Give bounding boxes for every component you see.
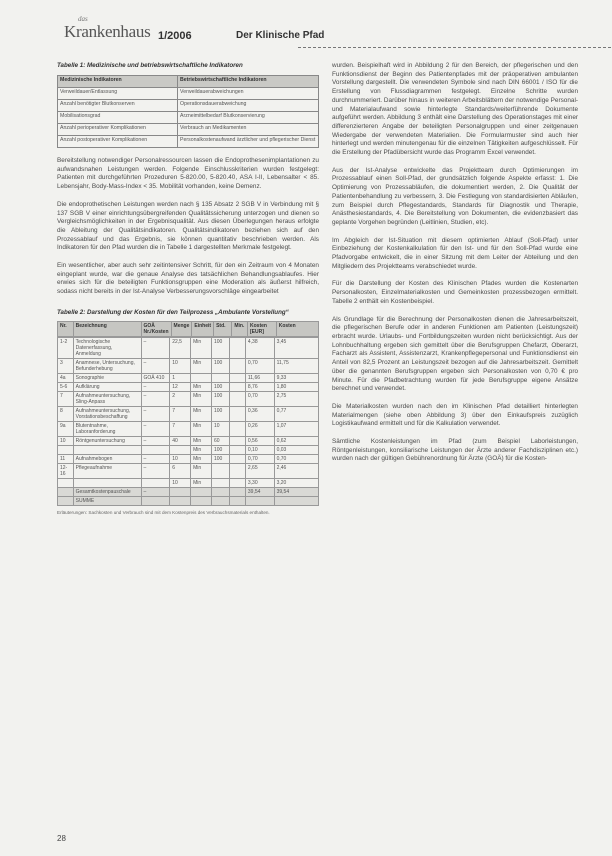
table-cell — [230, 487, 246, 496]
body-paragraph: Sämtliche Kostenleistungen im Pfad (zum Beispiel Laborleistungen, Röntgenleistungen, konsiliarische Leistungen der Ärzte anderer Fachdisziplinen etc.) wurden nach der gültigen Gebührenordnung für Ärzte (GOÄ) für die Kosten- — [332, 438, 578, 463]
table-cell — [230, 478, 246, 487]
table-cell: 100 — [211, 382, 229, 391]
table-cell: 100 — [211, 445, 229, 454]
table-row — [58, 124, 319, 136]
table-cell: 0,70 — [245, 454, 274, 463]
table-cell: 1,80 — [274, 382, 318, 391]
table-cell: 12 — [170, 382, 191, 391]
table-cell: Min — [191, 337, 212, 358]
table-cell: Aufnahmeuntersuchung, Sling-Anpass — [73, 391, 141, 406]
table-cell: Min — [191, 478, 212, 487]
table-cell: 7 — [58, 391, 74, 406]
table-cell: 10 — [170, 478, 191, 487]
table-cell — [170, 496, 191, 505]
table-row — [58, 445, 319, 454]
table-cell: 0,03 — [274, 445, 318, 454]
table-cell: Verweildauerabweichungen — [178, 88, 319, 100]
table-cell: – — [141, 406, 170, 421]
table-cell: Technologische Datenerfassung, Anmeldung — [73, 337, 141, 358]
table-cell: – — [141, 382, 170, 391]
table-header-row — [58, 76, 319, 88]
table-header-cell: Einheit — [192, 321, 214, 336]
right-column — [332, 62, 578, 464]
table-cell — [230, 496, 246, 505]
table-cell — [170, 445, 191, 454]
page-number: 28 — [57, 834, 66, 843]
table-header-cell: Bezeichnung — [73, 321, 141, 336]
table-cell: 0,70 — [245, 358, 274, 373]
table-cell — [58, 487, 74, 496]
table-row — [58, 487, 319, 496]
table-cell: 0,26 — [245, 421, 274, 436]
table-cell: 6 — [170, 463, 191, 478]
body-paragraph: Aus der Ist-Analyse entwickelte das Projektteam durch Optimierungen im Prozessablauf einen Soll-Pfad, der grundsätzlich folgende Aspekte erfasst: 1. Die Optimierung von Prozessabläufen, die dokumentiert werden, 2. Die Qualität der Patientenbehandlung zu verbessern, 3. Die Festlegung von standardisierten Abläufen, zum Beispiel durch Pflegestandards, Standards für Diagnostik und Therapie, Anästhesiestandards, 4. Die Bereitstellung von Dokumenten, die evidenzbasiert das geplante Vorgehen begründen (Leitlinien, Studien, etc). — [332, 166, 578, 226]
table-row — [58, 421, 319, 436]
table-row — [58, 406, 319, 421]
table-cell: – — [141, 487, 170, 496]
table-cell — [211, 496, 229, 505]
page-header — [58, 14, 578, 54]
table-cell — [141, 445, 170, 454]
table-cell — [245, 496, 274, 505]
table-cell: 100 — [211, 337, 229, 358]
table-cell: 100 — [211, 454, 229, 463]
table-cell: Blutentnahme, Laboranforderung — [73, 421, 141, 436]
table-cell: SUMME — [73, 496, 141, 505]
table-cell: Min — [191, 454, 212, 463]
table-cell: Min — [191, 436, 212, 445]
table-cell: 22,5 — [170, 337, 191, 358]
journal-logo: Krankenhaus — [64, 22, 151, 41]
table-cell: – — [141, 391, 170, 406]
table-cell: 10 — [170, 454, 191, 463]
table-cell: 0,70 — [245, 391, 274, 406]
table-cell — [230, 382, 246, 391]
table-header-cell: Kosten [EUR] — [248, 321, 277, 336]
table-cell: Aufklärung — [73, 382, 141, 391]
table-cell: 10 — [58, 436, 74, 445]
table-cell: 0,70 — [274, 454, 318, 463]
table-cell: 39,54 — [245, 487, 274, 496]
table-cell: Aufnahmeuntersuchung, Vorstationsbeschaffung — [73, 406, 141, 421]
table-row — [58, 136, 319, 148]
table-cell: – — [141, 337, 170, 358]
table1 — [57, 75, 319, 148]
table-cell: Min — [191, 358, 212, 373]
table-cell — [230, 391, 246, 406]
table-row — [58, 337, 319, 358]
table-row — [58, 382, 319, 391]
table-cell — [230, 358, 246, 373]
table-header-cell: Medizinische Indikatoren — [58, 76, 178, 88]
table-cell: 11,75 — [274, 358, 318, 373]
table-cell: 0,10 — [245, 445, 274, 454]
table-cell: – — [141, 436, 170, 445]
table-header-cell: Menge — [171, 321, 192, 336]
table-cell — [230, 421, 246, 436]
table-header-cell: Kosten — [276, 321, 318, 336]
table-cell — [191, 496, 212, 505]
table-cell: 1-2 — [58, 337, 74, 358]
table-cell — [58, 445, 74, 454]
table2 — [57, 321, 319, 337]
table-row — [58, 496, 319, 505]
table-cell: 4a — [58, 373, 74, 382]
table-cell: 2,65 — [245, 463, 274, 478]
table-row — [58, 436, 319, 445]
table1-caption: Tabelle 1: Medizinische und betriebswirtschaftliche Indikatoren — [57, 62, 243, 69]
table-cell: – — [141, 421, 170, 436]
table-row — [58, 373, 319, 382]
table-cell — [58, 478, 74, 487]
table-row — [58, 391, 319, 406]
table2-body — [57, 337, 319, 506]
issue-number: 1/2006 — [158, 30, 192, 42]
table-cell: 10 — [170, 358, 191, 373]
table-cell: Mobilisationsgrad — [58, 112, 178, 124]
table-cell — [191, 373, 212, 382]
table-cell: 12-16 — [58, 463, 74, 478]
table-cell: 5-6 — [58, 382, 74, 391]
table-cell: Min — [191, 391, 212, 406]
table-cell: 3,45 — [274, 337, 318, 358]
body-paragraph: Als Grundlage für die Berechnung der Personalkosten dienen die Jahresarbeitszeit, die pflegerischen Berufe oder in anderen Funktionen am Patienten (Leistungszeit) erbracht wurde. Urlaubs- und Fortbildungszeiten wurden nicht berücksichtigt. Aus der Lohnbuchhaltung ergeben sich gemittelt über die Berufsgruppen Chefarzt, Oberarzt, Facharzt als Assistent, Assistenzarzt, Krankenpflegepersonal und Funktionsdienst ein Anteil von 82,5 Prozent an Leistungszeit bezogen auf die Jahresarbeitszeit. Gemittelt über die genannten Berufsgruppen ergeben sich Personalkosten von 0,70 € pro Minute. Für die Pfadbetrachtung wurden für jede Berufsgruppe eigene Ansätze berechnet und verwendet. — [332, 315, 578, 393]
table-cell: GOÄ 410 — [141, 373, 170, 382]
body-paragraph: Die Materialkosten wurden nach den im Klinischen Pfad detailliert hinterlegten Materialmengen (siehe oben Abbildung 3) über den Einkaufspreis zuzüglich Logistikaufwand ermittelt und für die Kalkulation verwendet. — [332, 402, 578, 428]
table-cell: 60 — [211, 436, 229, 445]
table-header-cell: Std. — [214, 321, 232, 336]
table2-footnote: Erläuterungen: Sachkosten und Verbrauch sind mit dem Kostenpreis des Verbrauchsmaterials enthalten. — [57, 509, 270, 515]
table-cell: 3 — [58, 358, 74, 373]
table-cell — [141, 496, 170, 505]
table-header-cell: Nr. — [58, 321, 74, 336]
table-cell: Sonographie — [73, 373, 141, 382]
table-cell: 1 — [170, 373, 191, 382]
table-cell — [191, 487, 212, 496]
table-cell: Min — [191, 463, 212, 478]
table-cell: Operationsdauerabweichung — [178, 100, 319, 112]
table-cell: Röntgenuntersuchung — [73, 436, 141, 445]
table-cell — [211, 478, 229, 487]
table-cell: 7 — [170, 406, 191, 421]
table-cell: Anamnese, Untersuchung, Befunderhebung — [73, 358, 141, 373]
table-cell: 100 — [211, 358, 229, 373]
table-cell: Verweildauer/Entlassung — [58, 88, 178, 100]
table-cell: 11,66 — [245, 373, 274, 382]
table-cell: Aufnahmebogen — [73, 454, 141, 463]
table-cell — [274, 496, 318, 505]
table-row — [58, 463, 319, 478]
table-cell: – — [141, 358, 170, 373]
table-cell: 8 — [58, 406, 74, 421]
left-column — [57, 62, 319, 516]
table-cell: Min — [191, 406, 212, 421]
table-cell: – — [141, 454, 170, 463]
table-row — [58, 88, 319, 100]
table-cell — [230, 337, 246, 358]
body-paragraph: Die endoprothetischen Leistungen werden nach § 135 Absatz 2 SGB V in Verbindung mit § 137 SGB V einer einrichtungsübergreifenden Qualitätssicherung unterzogen und dienen so Vergleichsmöglichkeiten in der Ergebnisqualität. Aus diesen Überlegungen heraus erfolgte die Ableitung der Qualitätsindikatoren. Qualitätsindikatoren beziehen sich auf den Prozessablauf und das Ergebnis, sie können quantitativ beschrieben werden. Als Indikatoren für den Pfad wurden die in Tabelle 1 dargestellten Merkmale festgelegt. — [57, 200, 319, 252]
section-title: Der Klinische Pfad — [236, 30, 325, 41]
table-cell: 100 — [211, 391, 229, 406]
table-cell: 0,77 — [274, 406, 318, 421]
table-cell: Anzahl perioperativer Komplikationen — [58, 124, 178, 136]
table-cell — [211, 487, 229, 496]
table-cell — [230, 454, 246, 463]
table-cell: Min — [191, 382, 212, 391]
table-cell: 2,46 — [274, 463, 318, 478]
table-cell — [211, 373, 229, 382]
table-cell: 10 — [211, 421, 229, 436]
table-cell: 11 — [58, 454, 74, 463]
table-row — [58, 454, 319, 463]
table-cell: Anzahl benötigter Blutkonserven — [58, 100, 178, 112]
table-row — [58, 100, 319, 112]
table-cell — [73, 445, 141, 454]
table-cell: 9,33 — [274, 373, 318, 382]
table-cell: 1,07 — [274, 421, 318, 436]
table-cell: 0,36 — [245, 406, 274, 421]
table-row — [58, 112, 319, 124]
body-paragraph: Ein wesentlicher, aber auch sehr zeitintensiver Schritt, für den ein Zeitraum von 4 Monaten eingeplant wurde, war die genaue Analyse des tatsächlichen Behandlungsablaufes. Hier erwies sich für die beteiligten Funktionsgruppen eine Moderation als äußerst hilfreich, sodass nicht bereits in der Ist-Analyse Verbesserungsvorschläge eingearbeitet — [57, 262, 319, 296]
table-cell: 4,38 — [245, 337, 274, 358]
body-paragraph: Bereitstellung notwendiger Personalressourcen lassen die Endoprothesenimplantationen zu aufwandsnahen Leistungen werden. Folgende Einschlusskriterien wurden festgelegt: Patienten mit durchgeführten Prozeduren 5-820.00, 5-820.40, ASA I-II, Lebensalter < 85. Lebensjahr, Body-Mass-Index < 35. Mobilität vorhanden, keine Demenz. — [57, 157, 319, 191]
table-cell: Min — [191, 445, 212, 454]
table-header-row — [58, 321, 319, 336]
table-cell: 9a — [58, 421, 74, 436]
body-paragraph: Für die Darstellung der Kosten des Klinischen Pfades wurden die Kostenarten Personalkosten, Einzelmaterialkosten und Gemeinkosten prozessbezogen ermittelt. Tabelle 2 enthält ein Kostenbeispiel. — [332, 280, 578, 305]
logo-prefix: das — [78, 15, 88, 23]
table2-caption: Tabelle 2: Darstellung der Kosten für den Teilprozess „Ambulante Vorstellung“ — [57, 308, 289, 316]
table-header-cell: Min. — [232, 321, 248, 336]
table-cell — [230, 406, 246, 421]
table-cell — [230, 436, 246, 445]
table-cell — [73, 478, 141, 487]
table-cell: Min — [191, 421, 212, 436]
body-paragraph: wurden. Beispielhaft wird in Abbildung 2 für den Bereich, der pflegerischen und den Funktionsdienst der Beginn des Patientenpfades mit der präoperativen ambulanten Vorstellung dargestellt. Die verwendeten Symbole sind nach DIN 66001 / ISO für die Erstellung von Flussdiagrammen festgelegt. Einzelne Schritte wurden durchnummeriert. Darüber hinaus in weiteren Arbeitsblättern der notwendige Personal- und Materialaufwand sowie hinterlegte Standards/weiterführende Dokumente aufgeführt werden. Abbildung 3 enthält eine Darstellung des Operationstages mit einer differenzierteren Angabe der beteiligten Personalgruppen und einer zeitgenauen Wiedergabe der verwendeten Materialien. Die Formularmuster sind auch hier hinterlegt und werden minutengenau für die einzelnen Tätigkeiten aufgeschlüsselt. Für die Erstellung der Pfadübersicht wurde das Programm Excel verwendet. — [332, 62, 578, 157]
table-cell: 3,30 — [245, 478, 274, 487]
table-cell: 3,20 — [274, 478, 318, 487]
table-header-cell: Betriebswirtschaftliche Indikatoren — [178, 76, 319, 88]
table-cell: Verbrauch an Medikamenten — [178, 124, 319, 136]
table-cell: – — [141, 463, 170, 478]
table-cell — [211, 463, 229, 478]
table-cell: Gesamtkostenpauschale — [73, 487, 141, 496]
table-cell: Pflegeaufnahme — [73, 463, 141, 478]
table-row — [58, 478, 319, 487]
table-cell — [170, 487, 191, 496]
table-cell: 0,62 — [274, 436, 318, 445]
table-cell: Anzahl postoperativer Komplikationen — [58, 136, 178, 148]
table-cell: 39,54 — [274, 487, 318, 496]
table-cell — [58, 496, 74, 505]
table-cell — [230, 463, 246, 478]
table-cell: Arzneimittelbedarf Blutkonservierung — [178, 112, 319, 124]
table-cell: Personalkostenaufwand ärztlicher und pflegerischer Dienst — [178, 136, 319, 148]
table-cell: 0,56 — [245, 436, 274, 445]
table-cell — [230, 373, 246, 382]
table-cell: 8,76 — [245, 382, 274, 391]
table-row — [58, 358, 319, 373]
table-cell — [230, 445, 246, 454]
table-header-cell: GOÄ Nr./Kosten — [141, 321, 171, 336]
header-rule — [298, 47, 612, 48]
table-cell — [141, 478, 170, 487]
table-cell: 100 — [211, 406, 229, 421]
table-cell: 2,75 — [274, 391, 318, 406]
table-cell: 7 — [170, 421, 191, 436]
body-paragraph: Im Abgleich der Ist-Situation mit diesem optimierten Ablauf (Soll-Pfad) unter Einbeziehung der Kostenkalkulation für den Ist- und für den Soll-Pfad wurde eine Pfadvorgabe entwickelt, die in einer Sitzung mit dem Leiter der Abteilung und den Mitgliedern des Projektteams verabschiedet wurde. — [332, 236, 578, 270]
table-cell: 40 — [170, 436, 191, 445]
table-cell: 2 — [170, 391, 191, 406]
